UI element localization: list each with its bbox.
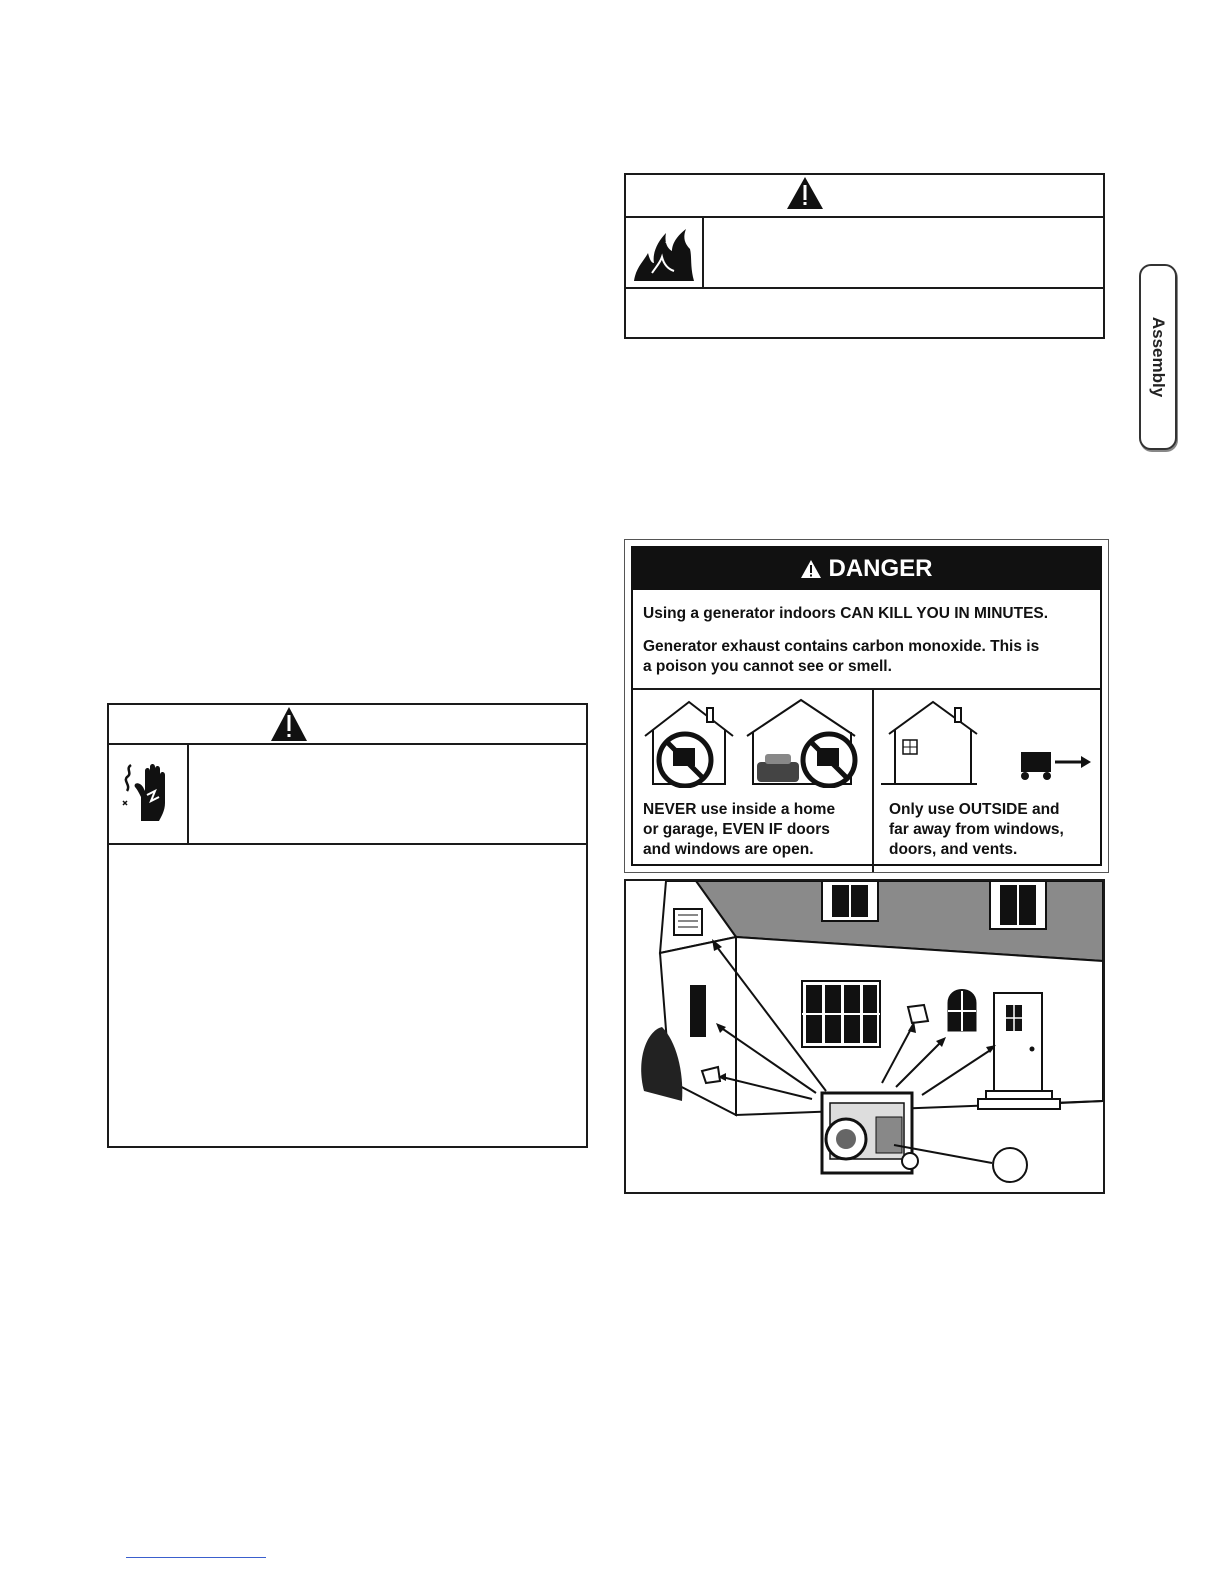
warning-triangle-icon <box>800 559 822 579</box>
danger-line-2a: Generator exhaust contains carbon monoxide. This is <box>643 638 1040 655</box>
left-caption-1: NEVER use inside a home <box>643 801 836 818</box>
left-caption-2: or garage, EVEN IF doors <box>643 821 830 838</box>
house-generator-illustration <box>626 881 1103 1192</box>
danger-line-2b: a poison you cannot see or smell. <box>643 658 892 675</box>
right-caption-1: Only use OUTSIDE and <box>889 801 1060 818</box>
footer-link-underline[interactable] <box>126 1557 266 1558</box>
electric-shock-hand-icon <box>117 761 181 825</box>
fire-icon <box>630 223 698 283</box>
danger-line-1: Using a generator indoors CAN KILL YOU IN MINUTES. <box>643 605 1049 622</box>
assembly-tab-label: Assembly <box>1149 316 1168 398</box>
warning-triangle-icon <box>269 705 309 743</box>
generator-icon <box>1021 752 1051 780</box>
assembly-tab[interactable] <box>1139 264 1177 450</box>
danger-label <box>624 539 1109 873</box>
danger-label-frame <box>631 546 1102 866</box>
callout-circle <box>993 1148 1027 1182</box>
danger-header <box>633 548 1100 590</box>
generator-icon <box>822 1093 918 1173</box>
warning-triangle-icon <box>785 175 825 211</box>
generator-placement-figure <box>624 879 1105 1194</box>
indoor-prohibited-illustration <box>641 696 867 788</box>
right-caption-2: far away from windows, <box>889 821 1064 838</box>
shock-warning-box <box>107 703 588 1148</box>
left-caption-3: and windows are open. <box>643 841 814 858</box>
danger-heading: DANGER <box>828 555 933 582</box>
fire-warning-box <box>624 173 1105 339</box>
right-caption-3: doors, and vents. <box>889 841 1018 858</box>
outdoor-use-illustration <box>881 696 1101 788</box>
